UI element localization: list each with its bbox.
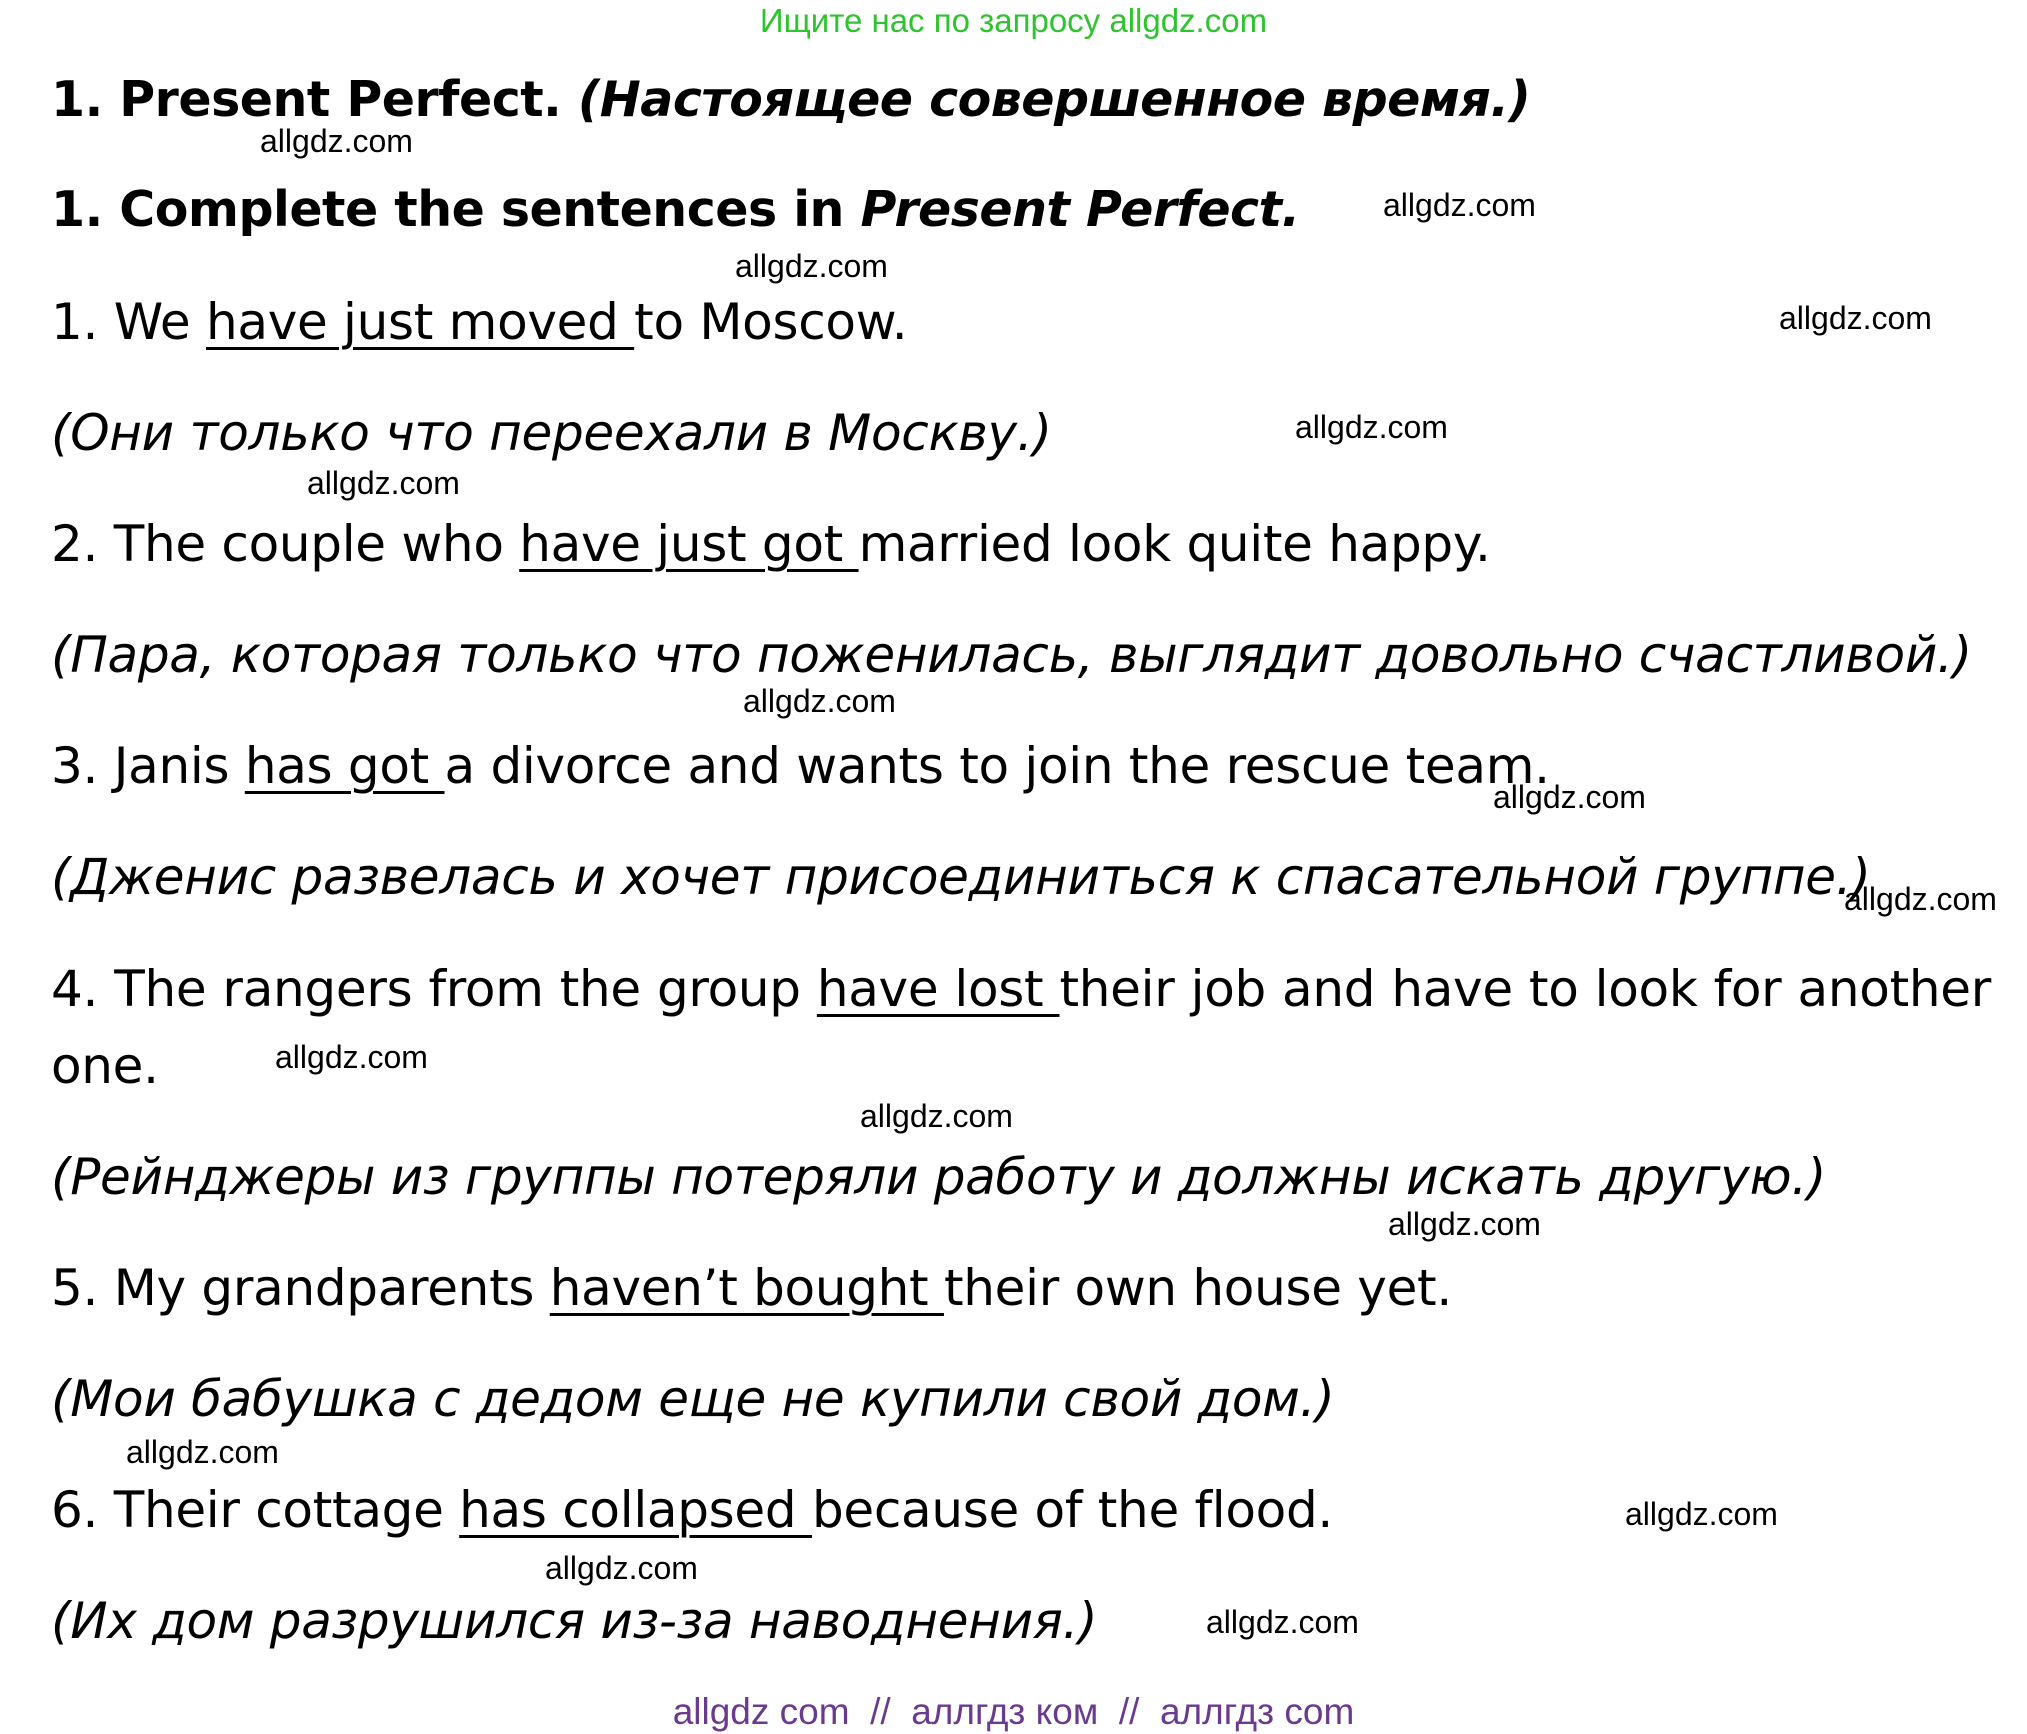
sentence-3-after: a divorce and wants to join the rescue team. [444, 737, 1550, 795]
section-title [51, 70, 1530, 130]
watermark: allgdz.com [1779, 300, 1932, 336]
watermark: allgdz.com [1206, 1604, 1359, 1640]
sentence-6 [51, 1479, 1333, 1541]
sentence-5-before: 5. My grandparents [51, 1259, 550, 1317]
translation-2: (Пара, которая только что поженилась, выглядит довольно счастливой.) [51, 626, 1972, 684]
sentence-3 [51, 735, 1550, 797]
sentence-3-answer: has got [244, 737, 445, 795]
translation-6: (Их дом разрушился из-за наводнения.) [51, 1592, 1098, 1650]
section-title-italic: (Настоящее совершенное время.) [577, 71, 1531, 128]
top-banner: Ищите нас по запросу allgdz.com [759, 2, 1268, 39]
sentence-4-before: 4. The rangers from the group [51, 960, 817, 1018]
sentence-4-after: their job and have to look for another one. [51, 960, 1991, 1095]
watermark: allgdz.com [307, 465, 460, 501]
watermark: allgdz.com [1388, 1206, 1541, 1242]
footer-links: allgdz com // аллгдз ком // аллгдз com [672, 1691, 1355, 1732]
translation-5: (Мои бабушка с дедом еще не купили свой дом.) [51, 1370, 1335, 1428]
watermark: allgdz.com [735, 248, 888, 284]
watermark: allgdz.com [1493, 779, 1646, 815]
sentence-2-after: married look quite happy. [858, 515, 1491, 573]
sentence-5 [51, 1257, 1452, 1319]
sentence-1-before: 1. We [51, 293, 206, 351]
sentence-6-answer: has collapsed [459, 1481, 812, 1539]
sentence-3-before: 3. Janis [51, 737, 245, 795]
sentence-5-answer: haven’t bought [549, 1259, 944, 1317]
exercise-title-prefix: 1. Complete the sentences in [51, 181, 844, 238]
watermark: allgdz.com [860, 1098, 1013, 1134]
sentence-6-before: 6. Their cottage [51, 1481, 460, 1539]
translation-4: (Рейнджеры из группы потеряли работу и должны искать другую.) [51, 1148, 1827, 1206]
sentence-2-before: 2. The couple who [51, 515, 520, 573]
watermark: allgdz.com [743, 683, 896, 719]
sentence-1-answer: have just moved [205, 293, 635, 351]
watermark: allgdz.com [126, 1434, 279, 1470]
sentence-6-after: because of the flood. [811, 1481, 1334, 1539]
translation-1: (Они только что переехали в Москву.) [51, 404, 1052, 462]
sentence-2-answer: have just got [519, 515, 859, 573]
sentence-4 [51, 951, 1991, 1105]
sentence-1-after: to Moscow. [634, 293, 908, 351]
section-title-prefix: 1. Present Perfect. [51, 71, 562, 128]
sentence-5-after: their own house yet. [943, 1259, 1452, 1317]
watermark: allgdz.com [1844, 881, 1997, 917]
watermark: allgdz.com [1295, 409, 1448, 445]
exercise-title-italic: Present Perfect. [860, 181, 1300, 238]
translation-3: (Дженис развелась и хочет присоединиться к спасательной группе.) [51, 848, 1871, 906]
exercise-title [51, 180, 1300, 240]
watermark: allgdz.com [1625, 1496, 1778, 1532]
watermark: allgdz.com [260, 123, 413, 159]
watermark: allgdz.com [545, 1550, 698, 1586]
sentence-1 [51, 291, 907, 353]
watermark: allgdz.com [1383, 187, 1536, 223]
watermark: allgdz.com [275, 1039, 428, 1075]
sentence-2 [51, 513, 1491, 575]
sentence-4-answer: have lost [816, 960, 1060, 1018]
